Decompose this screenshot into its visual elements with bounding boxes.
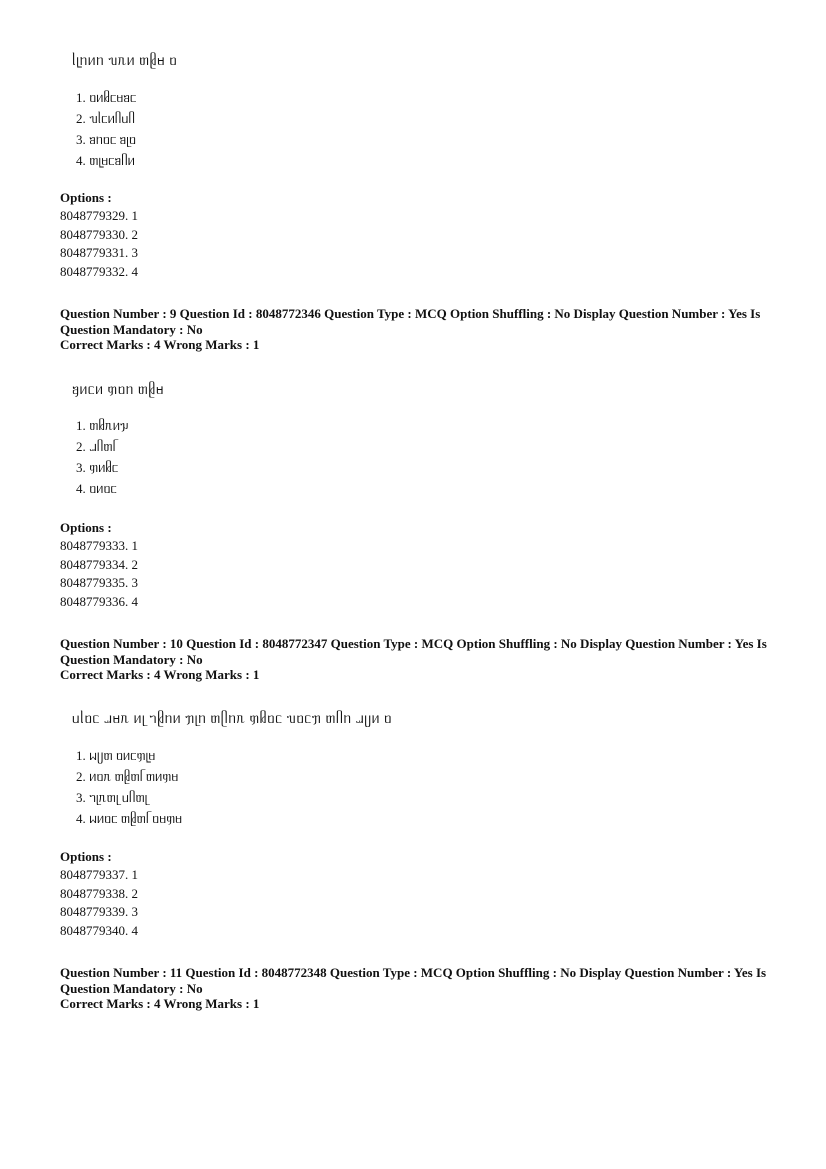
choice-item (76, 478, 129, 499)
option-id-list (60, 207, 138, 282)
choice-number: 3. (76, 132, 86, 147)
choice-number: 4. (76, 153, 86, 168)
question-meta-line: Question Number : 9 Question Id : 8048772346 Question Type : MCQ Option Shuffling : No Display Question Number : Yes Is (60, 306, 761, 321)
choice-text: ᥝᥢᥤᥴᥛᥑᥴ (89, 90, 137, 105)
question-meta-line: Question Mandatory : No (60, 980, 203, 996)
question-meta-line: Question Mandatory : No (60, 321, 203, 337)
option-id: 8048779330. 2 (60, 226, 138, 242)
marks-line: Correct Marks : 4 Wrong Marks : 1 (60, 667, 260, 682)
option-id-list (60, 537, 138, 612)
choice-text: ᥖᥤᥰᥢᥭ (89, 418, 129, 433)
question-10-choices (76, 745, 182, 829)
choice-text: ᥢᥝᥰ ᥖᥪᥖᥬ ᥖᥢᥞᥛ (89, 769, 179, 784)
question-11-meta (60, 965, 767, 1012)
choice-item (76, 787, 182, 808)
choice-text: ᥔᥣᥴᥢᥥᥙᥥ (89, 111, 135, 126)
question-10-meta (60, 636, 767, 683)
choice-number: 1. (76, 418, 86, 433)
choice-item (76, 436, 129, 457)
choice-item (76, 129, 136, 150)
option-id: 8048779337. 1 (60, 867, 138, 882)
choice-text: ᥕᥩᥖ ᥝᥢᥴᥞᥧᥛ (89, 748, 156, 763)
choice-item (76, 457, 129, 478)
choice-item (76, 808, 182, 829)
choice-text: ᥕᥢᥝᥴ ᥖᥪᥖᥬ ᥝᥛᥞᥛ (89, 811, 183, 826)
marks-line: Correct Marks : 4 Wrong Marks : 1 (60, 337, 260, 352)
choice-text: ᥑᥒᥝᥴ ᥑᥨᥝ (89, 132, 136, 147)
option-id: 8048779333. 1 (60, 538, 138, 553)
choice-text: ᥘᥥᥖᥬ (89, 439, 116, 454)
option-id: 8048779332. 4 (60, 264, 138, 280)
option-id: 8048779329. 1 (60, 208, 138, 223)
question-meta-line: Question Mandatory : No (60, 651, 203, 667)
choice-item (76, 745, 182, 766)
options-label: Options : (60, 520, 112, 535)
choice-item (76, 87, 136, 108)
choice-text: ᥝᥢᥝᥴ (89, 481, 117, 496)
choice-number: 2. (76, 111, 86, 126)
options-label: Options : (60, 190, 112, 205)
options-label: Options : (60, 849, 112, 864)
choice-number: 3. (76, 460, 86, 475)
option-id-list (60, 866, 138, 941)
question-9-meta (60, 306, 760, 353)
question-10-text: ᥙᥣᥝᥴ ᥘᥛᥰ ᥢᥨ ᥐᥪᥒᥢ ᥟᥨᥒ ᥖᥫᥒᥰ ᥞᥤᥝᥴ ᥔᥝᥴᥟ ᥖᥥᥒ ᥘᥩᥢ ᥝ (72, 712, 393, 727)
question-meta-line: Question Number : 11 Question Id : 8048772348 Question Type : MCQ Option Shuffling : No Display Question Number : Yes Is (60, 965, 767, 980)
question-9-text: ᥠᥢᥴᥢ ᥞᥝᥒ ᥖᥪᥛ (72, 383, 164, 398)
option-id: 8048779340. 4 (60, 923, 138, 939)
choice-text: ᥞᥢᥤᥴ (89, 460, 119, 475)
choice-text: ᥐᥨᥰᥖᥨ ᥙᥥᥖᥨ (89, 790, 148, 805)
choice-item (76, 150, 136, 171)
option-id: 8048779338. 2 (60, 885, 138, 901)
option-id: 8048779334. 2 (60, 556, 138, 572)
question-9-choices (76, 415, 129, 499)
choice-number: 1. (76, 90, 86, 105)
marks-line: Correct Marks : 4 Wrong Marks : 1 (60, 996, 260, 1011)
question-8-text: ᥣᥧᥒᥢᥒ ᥔᥰᥢ ᥖᥪᥛ ᥝ (72, 54, 178, 69)
choice-number: 1. (76, 748, 86, 763)
option-id: 8048779335. 3 (60, 575, 138, 591)
choice-item (76, 108, 136, 129)
question-8-choices (76, 87, 136, 171)
choice-text: ᥖᥧᥛᥴᥑᥥᥢ (89, 153, 135, 168)
option-id: 8048779336. 4 (60, 594, 138, 610)
choice-number: 4. (76, 481, 86, 496)
choice-item (76, 766, 182, 787)
choice-number: 2. (76, 769, 86, 784)
choice-number: 4. (76, 811, 86, 826)
choice-number: 2. (76, 439, 86, 454)
option-id: 8048779339. 3 (60, 904, 138, 920)
option-id: 8048779331. 3 (60, 245, 138, 261)
choice-item (76, 415, 129, 436)
question-meta-line: Question Number : 10 Question Id : 8048772347 Question Type : MCQ Option Shuffling : No Display Question Number : Yes Is (60, 636, 767, 651)
choice-number: 3. (76, 790, 86, 805)
